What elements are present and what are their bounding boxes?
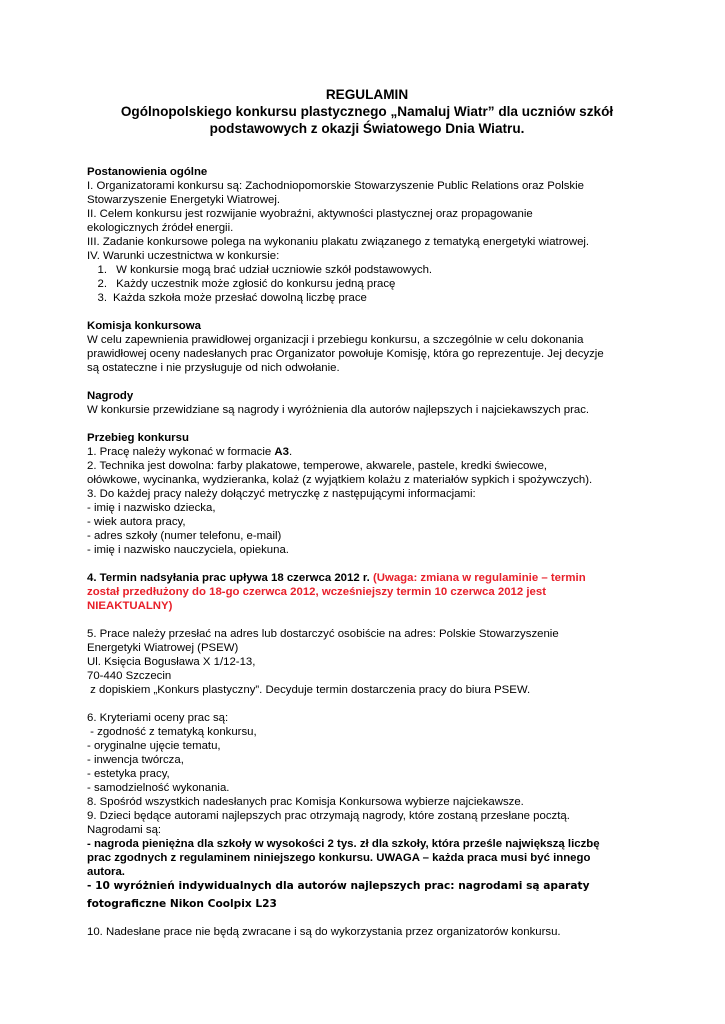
process-technique-1: 2. Technika jest dowolna: farby plakatowe, temperowe, akwarele, pastele, kredki świecowe, [87, 460, 548, 472]
condition-text: Każdy uczestnik może zgłosić do konkursu jedną pracę [116, 278, 396, 290]
section-awards [87, 389, 647, 417]
deadline-line-1 [87, 571, 647, 585]
process-format-value: A3 [274, 446, 289, 458]
process-format-end: . [288, 446, 293, 458]
deadline-text: 4. Termin nadsyłania prac upływa 18 czerwca 2012 r. [87, 572, 373, 584]
process-format [87, 445, 647, 459]
condition-number: 3. [97, 292, 107, 304]
criteria-item: - inwencja twórcza, [87, 754, 184, 766]
section-final [87, 925, 647, 939]
process-technique-2: ołówkowe, wycinanka, wydzieranka, kolaż (z wyjątkiem kolażu z materiałów sypkich i spożywczych). [87, 474, 593, 486]
paragraph-goal-1: II. Celem konkursu jest rozwijanie wyobraźni, aktywności plastycznej oraz propagowanie [87, 208, 533, 220]
section-address [87, 627, 647, 697]
prizes-label: Nagrodami są: [87, 824, 162, 836]
deadline-notice-2: został przedłużony do 18-go czerwca 2012, wcześniejszy termin 10 czerwca 2012 jest [87, 586, 546, 598]
address-line-4: 70-440 Szczecin [87, 670, 172, 682]
address-line-1: 5. Prace należy przesłać na adres lub dostarczyć osobiście na adres: Polskie Stowarzyszenie [87, 628, 559, 640]
condition-text: W konkursie mogą brać udział uczniowie szkół podstawowych. [116, 264, 433, 276]
criteria-item: - samodzielność wykonania. [87, 782, 230, 794]
condition-number: 1. [97, 264, 107, 276]
section-general [87, 165, 647, 305]
deadline-notice-1: (Uwaga: zmiana w regulaminie – termin [372, 572, 586, 584]
section-criteria [87, 711, 647, 911]
section-heading-general: Postanowienia ogólne [87, 166, 208, 178]
section-heading-process: Przebieg konkursu [87, 432, 189, 444]
info-item: - imię i nazwisko nauczyciela, opiekuna. [87, 544, 289, 556]
info-item: - imię i nazwisko dziecka, [87, 502, 216, 514]
title-line-1: REGULAMIN [325, 87, 409, 102]
condition-item [87, 291, 647, 305]
prize-money-line-2: prac zgodnych z regulaminem niniejszego konkursu. UWAGA – każda praca musi być innego [87, 852, 591, 864]
info-item: - adres szkoły (numer telefonu, e-mail) [87, 530, 282, 542]
condition-item [87, 263, 647, 277]
process-label-info: 3. Do każdej pracy należy dołączyć metryczkę z następującymi informacjami: [87, 488, 476, 500]
paragraph-organizers-2: Stowarzyszenie Energetyki Wiatrowej. [87, 194, 281, 206]
commission-line-3: są ostateczne i nie przysługuje od nich odwołanie. [87, 362, 340, 374]
condition-text: Każda szkoła może przesłać dowolną liczbę prace [113, 292, 367, 304]
commission-line-2: prawidłowej oceny nadesłanych prac Organizator powołuje Komisję, która go reprezentuje. Jej decyzje [87, 348, 604, 360]
prize-cameras-line-1: - 10 wyróżnień indywidualnych dla autorów najlepszych prac: nagrodami są aparaty [87, 880, 590, 892]
paragraph-task: III. Zadanie konkursowe polega na wykonaniu plakatu związanego z tematyką energetyki wiatrowej. [87, 236, 590, 248]
criteria-item: - estetyka pracy, [87, 768, 170, 780]
selection-line: 8. Spośród wszystkich nadesłanych prac Komisja Konkursowa wybierze najciekawsze. [87, 796, 524, 808]
paragraph-organizers-1: I. Organizatorami konkursu są: Zachodniopomorskie Stowarzyszenie Public Relations oraz Polskie [87, 180, 584, 192]
prize-cameras-line-2: fotograficzne Nikon Coolpix L23 [87, 898, 277, 910]
criteria-item: - zgodność z tematyką konkursu, [87, 726, 257, 738]
info-item: - wiek autora pracy, [87, 516, 186, 528]
criteria-heading: 6. Kryteriami oceny prac są: [87, 712, 229, 724]
prize-shipping-line: 9. Dzieci będące autorami najlepszych prac otrzymają nagrody, które zostaną przesłane pocztą. [87, 810, 570, 822]
criteria-item: - oryginalne ujęcie tematu, [87, 740, 221, 752]
document-page [87, 86, 647, 939]
address-line-2: Energetyki Wiatrowej (PSEW) [87, 642, 239, 654]
address-line-3: Ul. Księcia Bogusława X 1/12-13, [87, 656, 256, 668]
section-process [87, 431, 647, 557]
section-heading-awards: Nagrody [87, 390, 134, 402]
condition-number: 2. [97, 278, 107, 290]
paragraph-conditions: IV. Warunki uczestnictwa w konkursie: [87, 250, 280, 262]
document-title [87, 86, 647, 137]
paragraph-goal-2: ekologicznych źródeł energii. [87, 222, 234, 234]
prize-money-line-1: - nagroda pieniężna dla szkoły w wysokości 2 tys. zł dla szkoły, która prześle największą liczbę [87, 838, 600, 850]
address-line-5: z dopiskiem „Konkurs plastyczny”. Decyduje termin dostarczenia pracy do biura PSEW. [87, 684, 531, 696]
title-line-2: Ogólnopolskiego konkursu plastycznego „Namaluj Wiatr” dla uczniów szkół [120, 104, 614, 119]
deadline-notice-3: NIEAKTUALNY) [87, 600, 173, 612]
section-heading-commission: Komisja konkursowa [87, 320, 201, 332]
process-format-text: 1. Pracę należy wykonać w formacie [87, 446, 275, 458]
commission-line-1: W celu zapewnienia prawidłowej organizacji i przebiegu konkursu, a szczególnie w celu dokonania [87, 334, 584, 346]
final-line: 10. Nadesłane prace nie będą zwracane i są do wykorzystania przez organizatorów konkursu. [87, 926, 561, 938]
section-deadline [87, 571, 647, 613]
title-line-3: podstawowych z okazji Światowego Dnia Wiatru. [209, 121, 525, 136]
section-commission [87, 319, 647, 375]
condition-item [87, 277, 647, 291]
prize-money-line-3: autora. [87, 866, 125, 878]
awards-line-1: W konkursie przewidziane są nagrody i wyróżnienia dla autorów najlepszych i najciekawszych prac. [87, 404, 590, 416]
